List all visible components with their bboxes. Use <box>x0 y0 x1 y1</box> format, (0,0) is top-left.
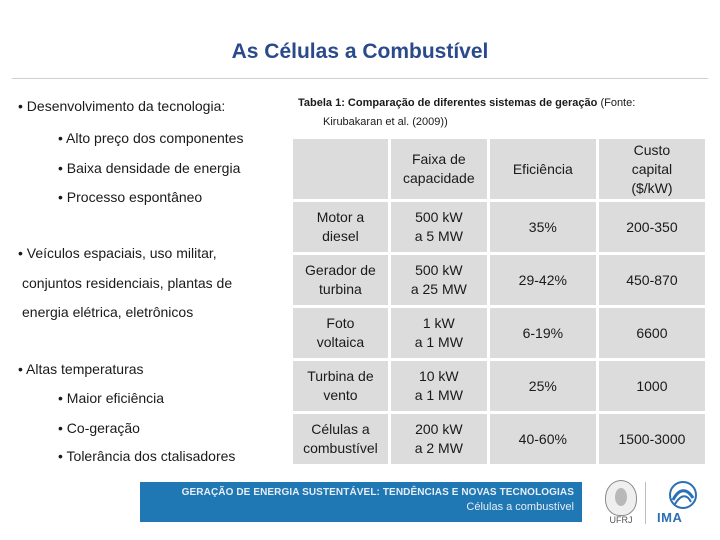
cell-range: 10 kW a 1 MW <box>391 361 487 411</box>
table-caption-title: Tabela 1: Comparação de diferentes sistemas de geração <box>298 97 598 109</box>
cell-system: Turbina de vento <box>293 361 388 411</box>
cell-cost: 450-870 <box>599 255 705 305</box>
header-cell-capacity: Faixa de capacidade <box>391 139 487 199</box>
header-cell-capital-cost: Custo capital ($/kW) <box>599 139 705 199</box>
bullet-applications-line1: • Veículos espaciais, uso militar, <box>18 245 217 261</box>
footer-subtitle: Células a combustível <box>466 501 574 513</box>
cell-efficiency: 6-19% <box>490 308 596 358</box>
cell-range: 500 kW a 25 MW <box>391 255 487 305</box>
cell-system: Motor a diesel <box>293 202 388 252</box>
cell-efficiency: 29-42% <box>490 255 596 305</box>
sub-bullet-tolerance: • Tolerância dos ctalisadores <box>58 448 236 464</box>
bullet-applications-line3: energia elétrica, eletrônicos <box>22 304 194 320</box>
slide-title: As Células a Combustível <box>231 40 489 63</box>
ima-emblem-icon <box>663 480 703 510</box>
cell-system: Gerador de turbina <box>293 255 388 305</box>
table-caption-source: (Fonte: <box>600 97 636 109</box>
table-caption-source-cont: Kirubakaran et al. (2009)) <box>323 116 448 128</box>
sub-bullet-cost: • Alto preço dos componentes <box>58 130 244 146</box>
cell-system: Foto voltaica <box>293 308 388 358</box>
footer-course-title: GERAÇÃO DE ENERGIA SUSTENTÁVEL: TENDÊNCIAS E NOVAS TECNOLOGIAS <box>181 487 574 498</box>
sub-bullet-density: • Baixa densidade de energia <box>58 160 241 176</box>
cell-range: 200 kW a 2 MW <box>391 414 487 464</box>
cell-efficiency: 40-60% <box>490 414 596 464</box>
table-row <box>293 202 705 252</box>
cell-cost: 1500-3000 <box>599 414 705 464</box>
table-header-row <box>293 139 705 199</box>
footer-bar <box>140 482 582 522</box>
cell-cost: 200-350 <box>599 202 705 252</box>
table-row <box>293 361 705 411</box>
ima-logo <box>655 480 713 526</box>
header-cell-empty <box>293 139 388 199</box>
bullet-temperatures: • Altas temperaturas <box>18 361 144 377</box>
table-caption <box>298 97 635 109</box>
table-row <box>293 255 705 305</box>
table-row <box>293 308 705 358</box>
ima-logo-label: IMA <box>657 510 683 525</box>
ufrj-seal-icon <box>605 480 637 516</box>
sub-bullet-cogeneration: • Co-geração <box>58 420 140 436</box>
cell-cost: 6600 <box>599 308 705 358</box>
ufrj-logo <box>603 480 639 526</box>
cell-system: Células a combustível <box>293 414 388 464</box>
logo-divider <box>645 482 646 524</box>
ufrj-logo-label: UFRJ <box>609 515 633 525</box>
sub-bullet-efficiency: • Maior eficiência <box>58 390 165 406</box>
cell-efficiency: 25% <box>490 361 596 411</box>
cell-efficiency: 35% <box>490 202 596 252</box>
comparison-table <box>290 136 708 467</box>
bullet-development: • Desenvolvimento da tecnologia: <box>18 98 226 114</box>
cell-cost: 1000 <box>599 361 705 411</box>
cell-range: 500 kW a 5 MW <box>391 202 487 252</box>
table-row <box>293 414 705 464</box>
header-cell-efficiency: Eficiência <box>490 139 596 199</box>
sub-bullet-process: • Processo espontâneo <box>58 189 203 205</box>
bullet-applications-line2: conjuntos residenciais, plantas de <box>22 275 233 291</box>
cell-range: 1 kW a 1 MW <box>391 308 487 358</box>
title-divider <box>12 78 708 79</box>
